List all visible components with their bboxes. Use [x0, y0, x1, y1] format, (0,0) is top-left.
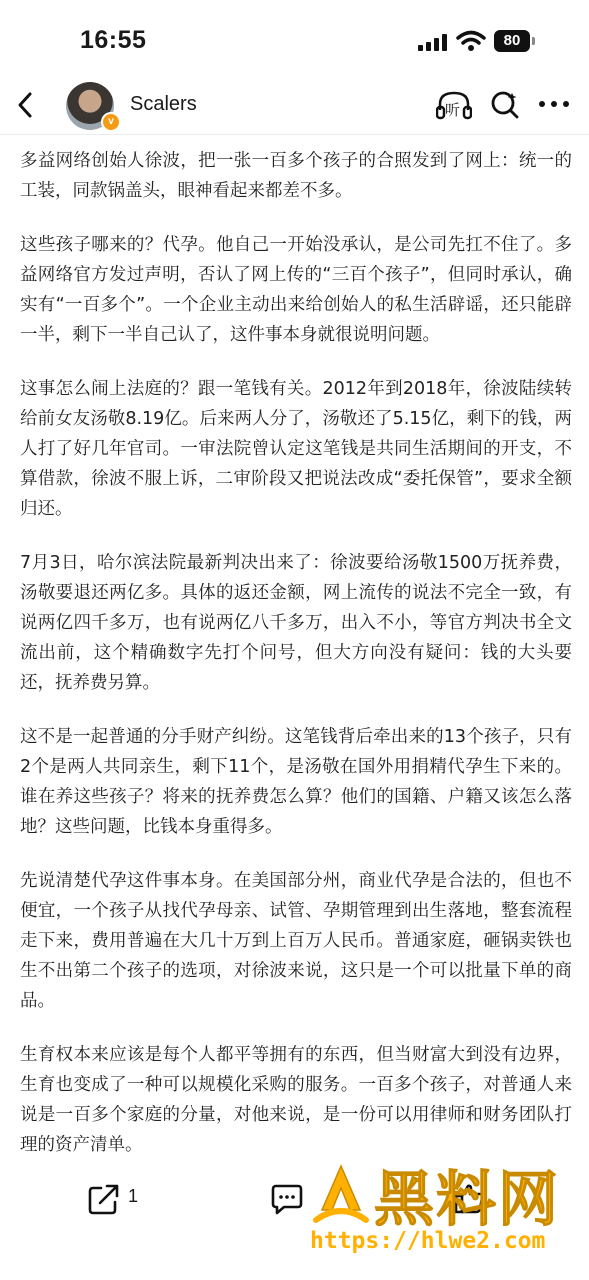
comment-icon[interactable]	[270, 1182, 304, 1216]
author-name[interactable]: Scalers	[130, 93, 197, 115]
watermark-logo-icon	[312, 1162, 370, 1224]
search-icon[interactable]	[490, 90, 520, 120]
status-time: 16:55	[80, 26, 147, 54]
wifi-icon	[456, 30, 486, 52]
article-paragraph: 这事怎么闹上法庭的？跟一笔钱有关。2012年到2018年，徐波陆续转给前女友汤敬8.19亿。后来两人分了，汤敬还了5.15亿，剩下的钱，两人打了好几年官司。一审法院曾认定这笔钱是共同生活期间的开支，不算借款，徐波不服上诉，二审阶段又把说法改成“委托保管”，要求全额归还。	[20, 379, 572, 519]
battery-icon: 80	[494, 30, 530, 52]
verified-badge-icon: v	[101, 112, 121, 132]
watermark-url: https://hlwe2.com	[310, 1228, 546, 1254]
article-paragraph: 这些孩子哪来的？代孕。他自己一开始没承认，是公司先扛不住了。多益网络官方发过声明，否认了网上传的“三百个孩子”，但同时承认，确实有“一百多个”。一个企业主动出来给创始人的私生活辟谣，还只能辟一半，剩下一半自己认了，这件事本身就很说明问题。	[20, 235, 572, 345]
watermark-text: 黑料网	[374, 1165, 560, 1235]
status-bar	[0, 0, 589, 80]
article-paragraph: 7月3日，哈尔滨法院最新判决出来了：徐波要给汤敬1500万抚养费，汤敬要退还两亿多。具体的返还金额，网上流传的说法不完全一致，有说两亿四千多万，也有说两亿八千多万，出入不小，等官方判决书全文流出前，这个精确数字先打个问号，但大方向没有疑问：钱的大头要还，抚养费另算。	[20, 553, 572, 693]
article-content	[20, 146, 572, 1184]
nav-bar	[0, 78, 589, 134]
article-paragraph: 这不是一起普通的分手财产纠纷。这笔钱背后牵出来的13个孩子，只有2个是两人共同亲生，剩下11个，是汤敬在国外用捐精代孕生下来的。谁在养这些孩子？将来的抚养费怎么算？他们的国籍、户籍又该怎么落地？这些问题，比钱本身重得多。	[20, 727, 572, 837]
cellular-signal-icon	[418, 33, 448, 51]
battery-tip	[532, 37, 535, 45]
watermark	[310, 1150, 589, 1260]
article-paragraph: 生育权本来应该是每个人都平等拥有的东西，但当财富大到没有边界，生育也变成了一种可以规模化采购的服务。一百多个孩子，对普通人来说是一百多个家庭的分量，对他来说，是一份可以用律师和财务团队打理的资产清单。	[20, 1045, 572, 1155]
listen-label: 听	[445, 101, 461, 119]
nav-divider	[0, 134, 589, 135]
article-paragraph: 多益网络创始人徐波，把一张一百多个孩子的合照发到了网上：统一的工装，同款锅盖头，眼神看起来都差不多。	[20, 151, 572, 201]
listen-audio-icon[interactable]	[436, 90, 472, 120]
article-paragraph: 先说清楚代孕这件事本身。在美国部分州，商业代孕是合法的，但也不便宜，一个孩子从找代孕母亲、试管、孕期管理到出生落地，整套流程走下来，费用普遍在大几十万到上百万人民币。普通家庭，砸锅卖铁也生不出第二个孩子的选项，对徐波来说，这只是一个可以批量下单的商品。	[20, 871, 572, 1011]
more-options-icon[interactable]	[538, 100, 570, 108]
share-count: 1	[128, 1186, 139, 1206]
back-arrow-icon[interactable]	[12, 88, 40, 122]
share-icon[interactable]	[87, 1182, 121, 1216]
